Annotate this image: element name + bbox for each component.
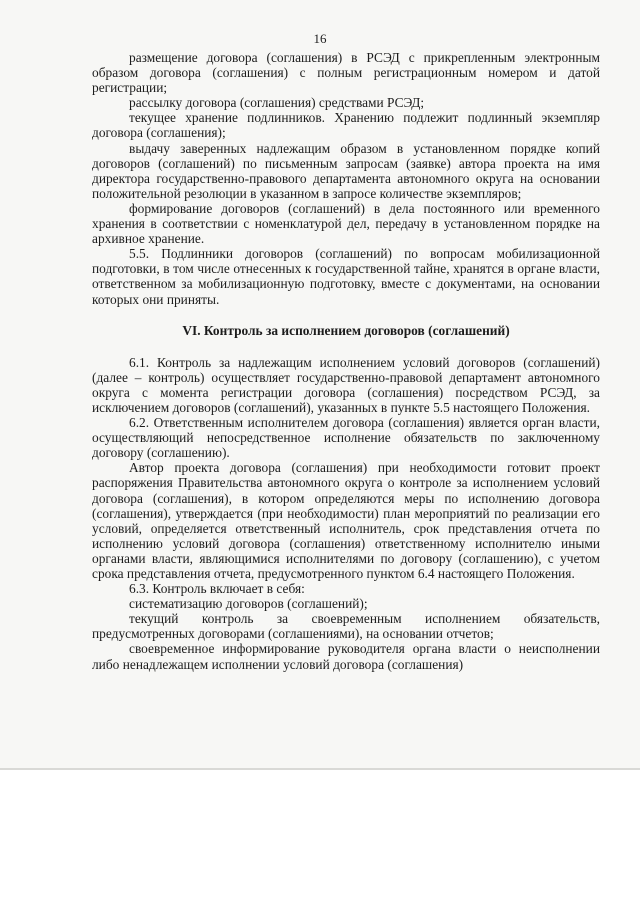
blank-margin [0, 770, 640, 905]
paragraph: рассылку договора (соглашения) средствами РСЭД; [129, 95, 425, 111]
paragraph: текущее хранение подлинников. Хранению подлежит подлинный экземпляр договора (соглашения); [92, 110, 600, 141]
paragraph: своевременное информирование руководителя органа власти о неисполнении либо ненадлежащем исполнении условий договора (соглашения) [92, 641, 600, 672]
section-heading: VI. Контроль за исполнением договоров (соглашений) [182, 322, 510, 338]
paragraph-5-5: 5.5. Подлинники договоров (соглашений) по вопросам мобилизационной подготовки, в том числе отнесенных к государственной тайне, хранятся в органе власти, ответственном за мобилизационную подготовку, вместе с документами, на основании которых они приняты. [92, 246, 600, 307]
paragraph: выдачу заверенных надлежащим образом в установленном порядке копий договоров (соглашений) по письменным запросам (заявке) автора проекта на имя директора государственно-правового департамента автономного округа на основании положительной резолюции в указанном в запросе количестве экземпляров; [92, 140, 600, 201]
page-number: 16 [313, 31, 327, 46]
paragraph-6-1: 6.1. Контроль за надлежащим исполнением условий договоров (соглашений) (далее – контроль) осуществляет государственно-правовой департамент автономного округа с момента регистрации договора (соглашения) посредством РСЭД, за исключением договоров (соглашений), указанных в пункте 5.5 настоящего Положения. [92, 354, 600, 415]
paragraph: текущий контроль за своевременным исполнением обязательств, предусмотренных договорами (соглашениями), на основании отчетов; [92, 611, 600, 642]
paragraph-6-3: 6.3. Контроль включает в себя: [129, 581, 305, 597]
paragraph-6-2: 6.2. Ответственным исполнителем договора (соглашения) является орган власти, осуществляющий непосредственное исполнение обязательств по заключенному договору (соглашению). [92, 415, 600, 461]
paragraph: Автор проекта договора (соглашения) при необходимости готовит проект распоряжения Правительства автономного округа о контроле за исполнением условий договора (соглашения), в котором определяются меры по исполнению договора (соглашения), утверждается (при необходимости) план мероприятий по реализации его условий, определяется ответственный исполнитель, срок представления отчета по исполнению условий договора (соглашения) ответственному исполнителю иными органами власти, являющимися исполнителями по договору (соглашению), с учетом срока представления отчета, предусмотренного пунктом 6.4 настоящего Положения. [92, 460, 600, 581]
paragraph: формирование договоров (соглашений) в дела постоянного или временного хранения в соответствии с номенклатурой дел, передачу в установленном порядке на архивное хранение. [92, 200, 600, 247]
paragraph: размещение договора (соглашения) в РСЭД с прикрепленным электронным образом договора (соглашения) с полным регистрационным номером и датой регистрации; [92, 50, 600, 96]
document-body [92, 50, 600, 672]
paragraph: систематизацию договоров (соглашений); [129, 596, 368, 612]
